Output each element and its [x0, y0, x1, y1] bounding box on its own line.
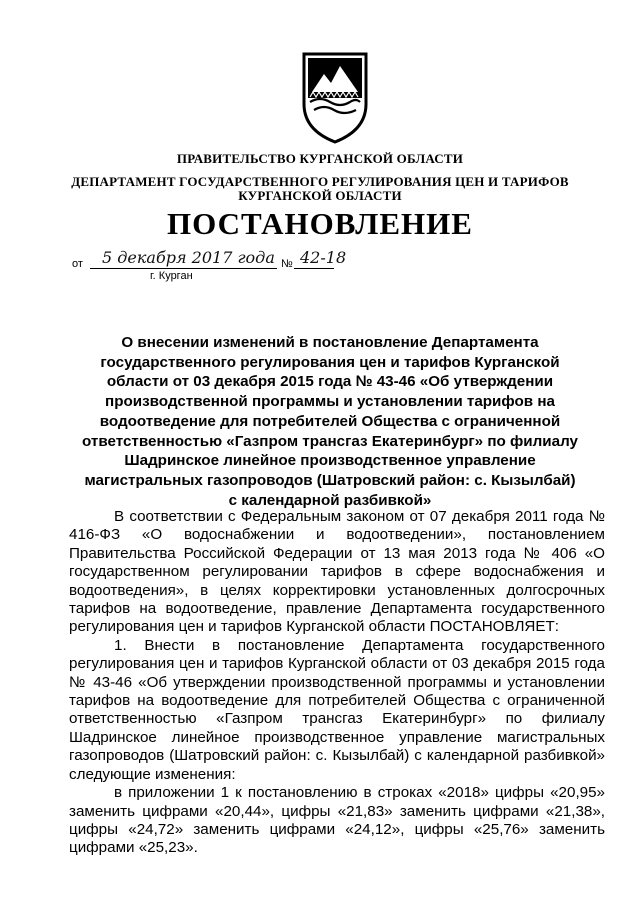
- government-name: ПРАВИТЕЛЬСТВО КУРГАНСКОЙ ОБЛАСТИ: [176, 151, 464, 166]
- number-underline: [294, 268, 334, 269]
- number-label: №: [281, 258, 293, 270]
- document-type-title: ПОСТАНОВЛЕНИЕ: [167, 206, 473, 241]
- department-name-line1: ДЕПАРТАМЕНТ ГОСУДАРСТВЕННОГО РЕГУЛИРОВАНИЯ ЦЕН И ТАРИФОВ: [71, 174, 569, 189]
- document-body: [69, 508, 605, 858]
- coat-of-arms-icon: [300, 52, 370, 144]
- department-name-line2: КУРГАНСКОЙ ОБЛАСТИ: [238, 188, 402, 203]
- date-underline: [90, 268, 277, 269]
- body-paragraph-2: 1. Внести в постановление Департамента государственного регулирования цен и тарифов Курганской области от 03 декабря 2015 года № 43-46 «Об утверждении производственной программы и установлении тарифов на водоотведение для потребителей Общества с ограниченной ответственностью «Газпром трансгаз Екатеринбург» по филиалу Шадринское линейное производственное управление магистральных газопроводов (Шатровский район: с. Кызылбай) с календарной разбивкой» следующие изменения:: [69, 636, 605, 783]
- body-paragraph-3: в приложении 1 к постановлению в строках «2018» цифры «20,95» заменить цифрами «20,44», цифры «21,83» заменить цифрами «21,38», цифры «24,72» заменить цифрами «24,12», цифры «25,76» заменить цифрами «25,23».: [69, 784, 605, 857]
- handwritten-date: 5 декабря 2017 года: [102, 248, 275, 267]
- document-heading: О внесении изменений в постановление Департамента государственного регулирования цен и тарифов Курганской области от 03 декабря 2015 года № 43-46 «Об утверждении производственной программы и установлении тарифов на водоотведение для потребителей Общества с ограниченной ответственностью «Газпром трансгаз Екатеринбург» по филиалу Шадринское линейное производственное управление магистральных газопроводов (Шатровский район: с. Кызылбай) с календарной разбивкой»: [82, 334, 578, 509]
- body-paragraph-1: В соответствии с Федеральным законом от 07 декабря 2011 года № 416-ФЗ «О водоснабжении и водоотведении», постановлением Правительства Российской Федерации от 13 мая 2013 года № 406 «О государственном регулировании тарифов в сфере водоснабжения и водоотведения», в целях корректировки установленных долгосрочных тарифов на водоотведение, правление Департамента государственного регулирования цен и тарифов Курганской области ПОСТАНОВЛЯЕТ:: [69, 508, 605, 636]
- from-label: от: [72, 258, 83, 270]
- date-number-line: [72, 250, 372, 290]
- city-label: г. Курган: [150, 270, 193, 282]
- handwritten-number: 42-18: [300, 248, 347, 267]
